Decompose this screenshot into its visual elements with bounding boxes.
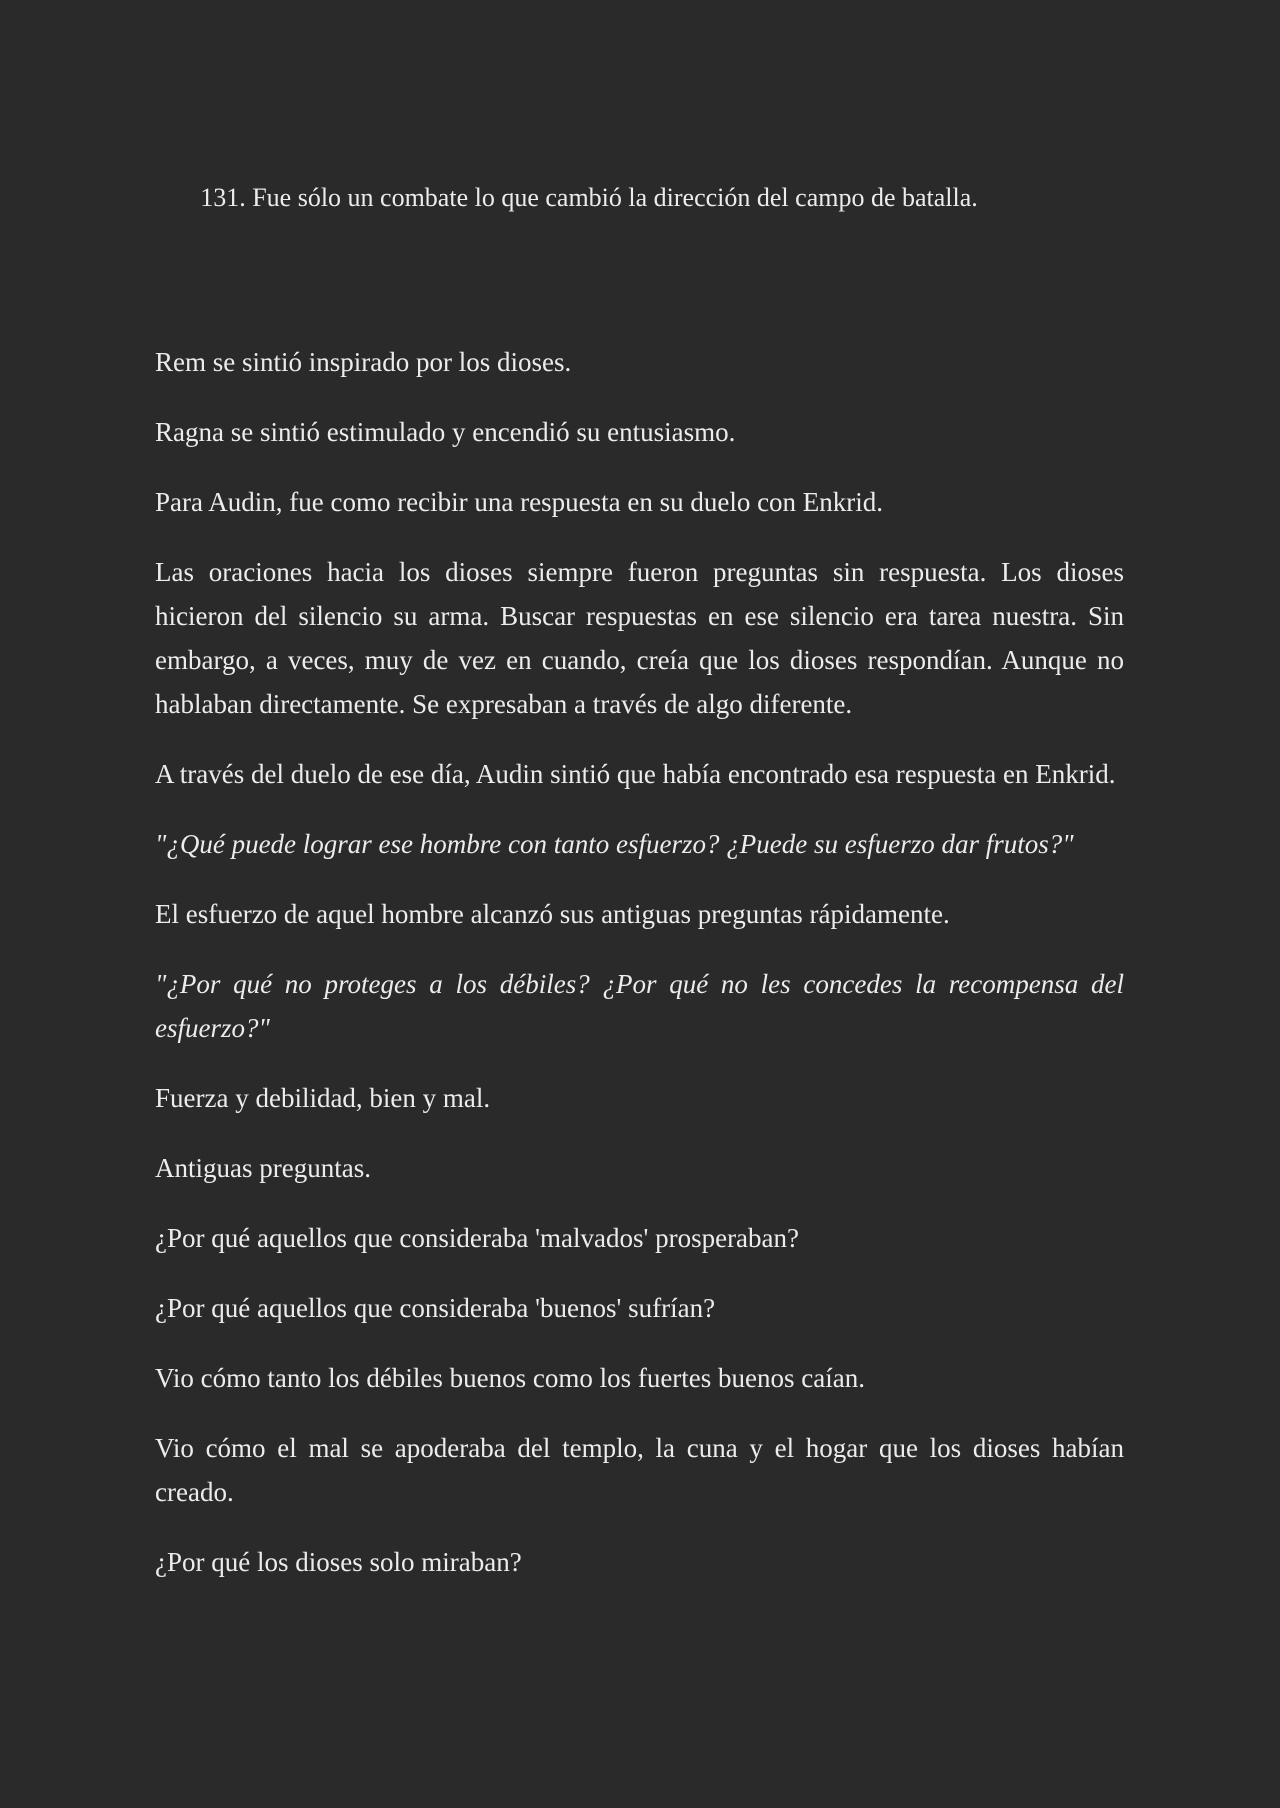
paragraph-quote: "¿Por qué no proteges a los débiles? ¿Por qué no les concedes la recompensa del esfuerzo?" xyxy=(155,969,1124,1043)
paragraph: ¿Por qué aquellos que consideraba 'buenos' sufrían? xyxy=(155,1293,716,1323)
paragraph: Rem se sintió inspirado por los dioses. xyxy=(155,347,572,377)
paragraph: Fuerza y debilidad, bien y mal. xyxy=(155,1083,491,1113)
chapter-title: 131. Fue sólo un combate lo que cambió la dirección del campo de batalla. xyxy=(200,183,978,212)
paragraph: Ragna se sintió estimulado y encendió su entusiasmo. xyxy=(155,417,736,447)
paragraph-quote: "¿Qué puede lograr ese hombre con tanto esfuerzo? ¿Puede su esfuerzo dar frutos?" xyxy=(155,829,1074,859)
paragraph: Vio cómo el mal se apoderaba del templo, la cuna y el hogar que los dioses habían creado. xyxy=(155,1433,1124,1507)
paragraph: ¿Por qué aquellos que consideraba 'malvados' prosperaban? xyxy=(155,1223,800,1253)
paragraph: A través del duelo de ese día, Audin sintió que había encontrado esa respuesta en Enkrid. xyxy=(155,759,1116,789)
paragraph: El esfuerzo de aquel hombre alcanzó sus antiguas preguntas rápidamente. xyxy=(155,899,950,929)
paragraph: Las oraciones hacia los dioses siempre fueron preguntas sin respuesta. Los dioses hicieron del silencio su arma. Buscar respuestas en ese silencio era tarea nuestra. Sin embargo, a veces, muy de vez en cuando, creía que los dioses respondían. Aunque no hablaban directamente. Se expresaban a través de algo diferente. xyxy=(155,557,1124,719)
paragraph: Para Audin, fue como recibir una respuesta en su duelo con Enkrid. xyxy=(155,487,884,517)
paragraph: Vio cómo tanto los débiles buenos como los fuertes buenos caían. xyxy=(155,1363,865,1393)
chapter-body xyxy=(155,340,1124,1610)
paragraph: Antiguas preguntas. xyxy=(155,1153,371,1183)
paragraph: ¿Por qué los dioses solo miraban? xyxy=(155,1547,522,1577)
